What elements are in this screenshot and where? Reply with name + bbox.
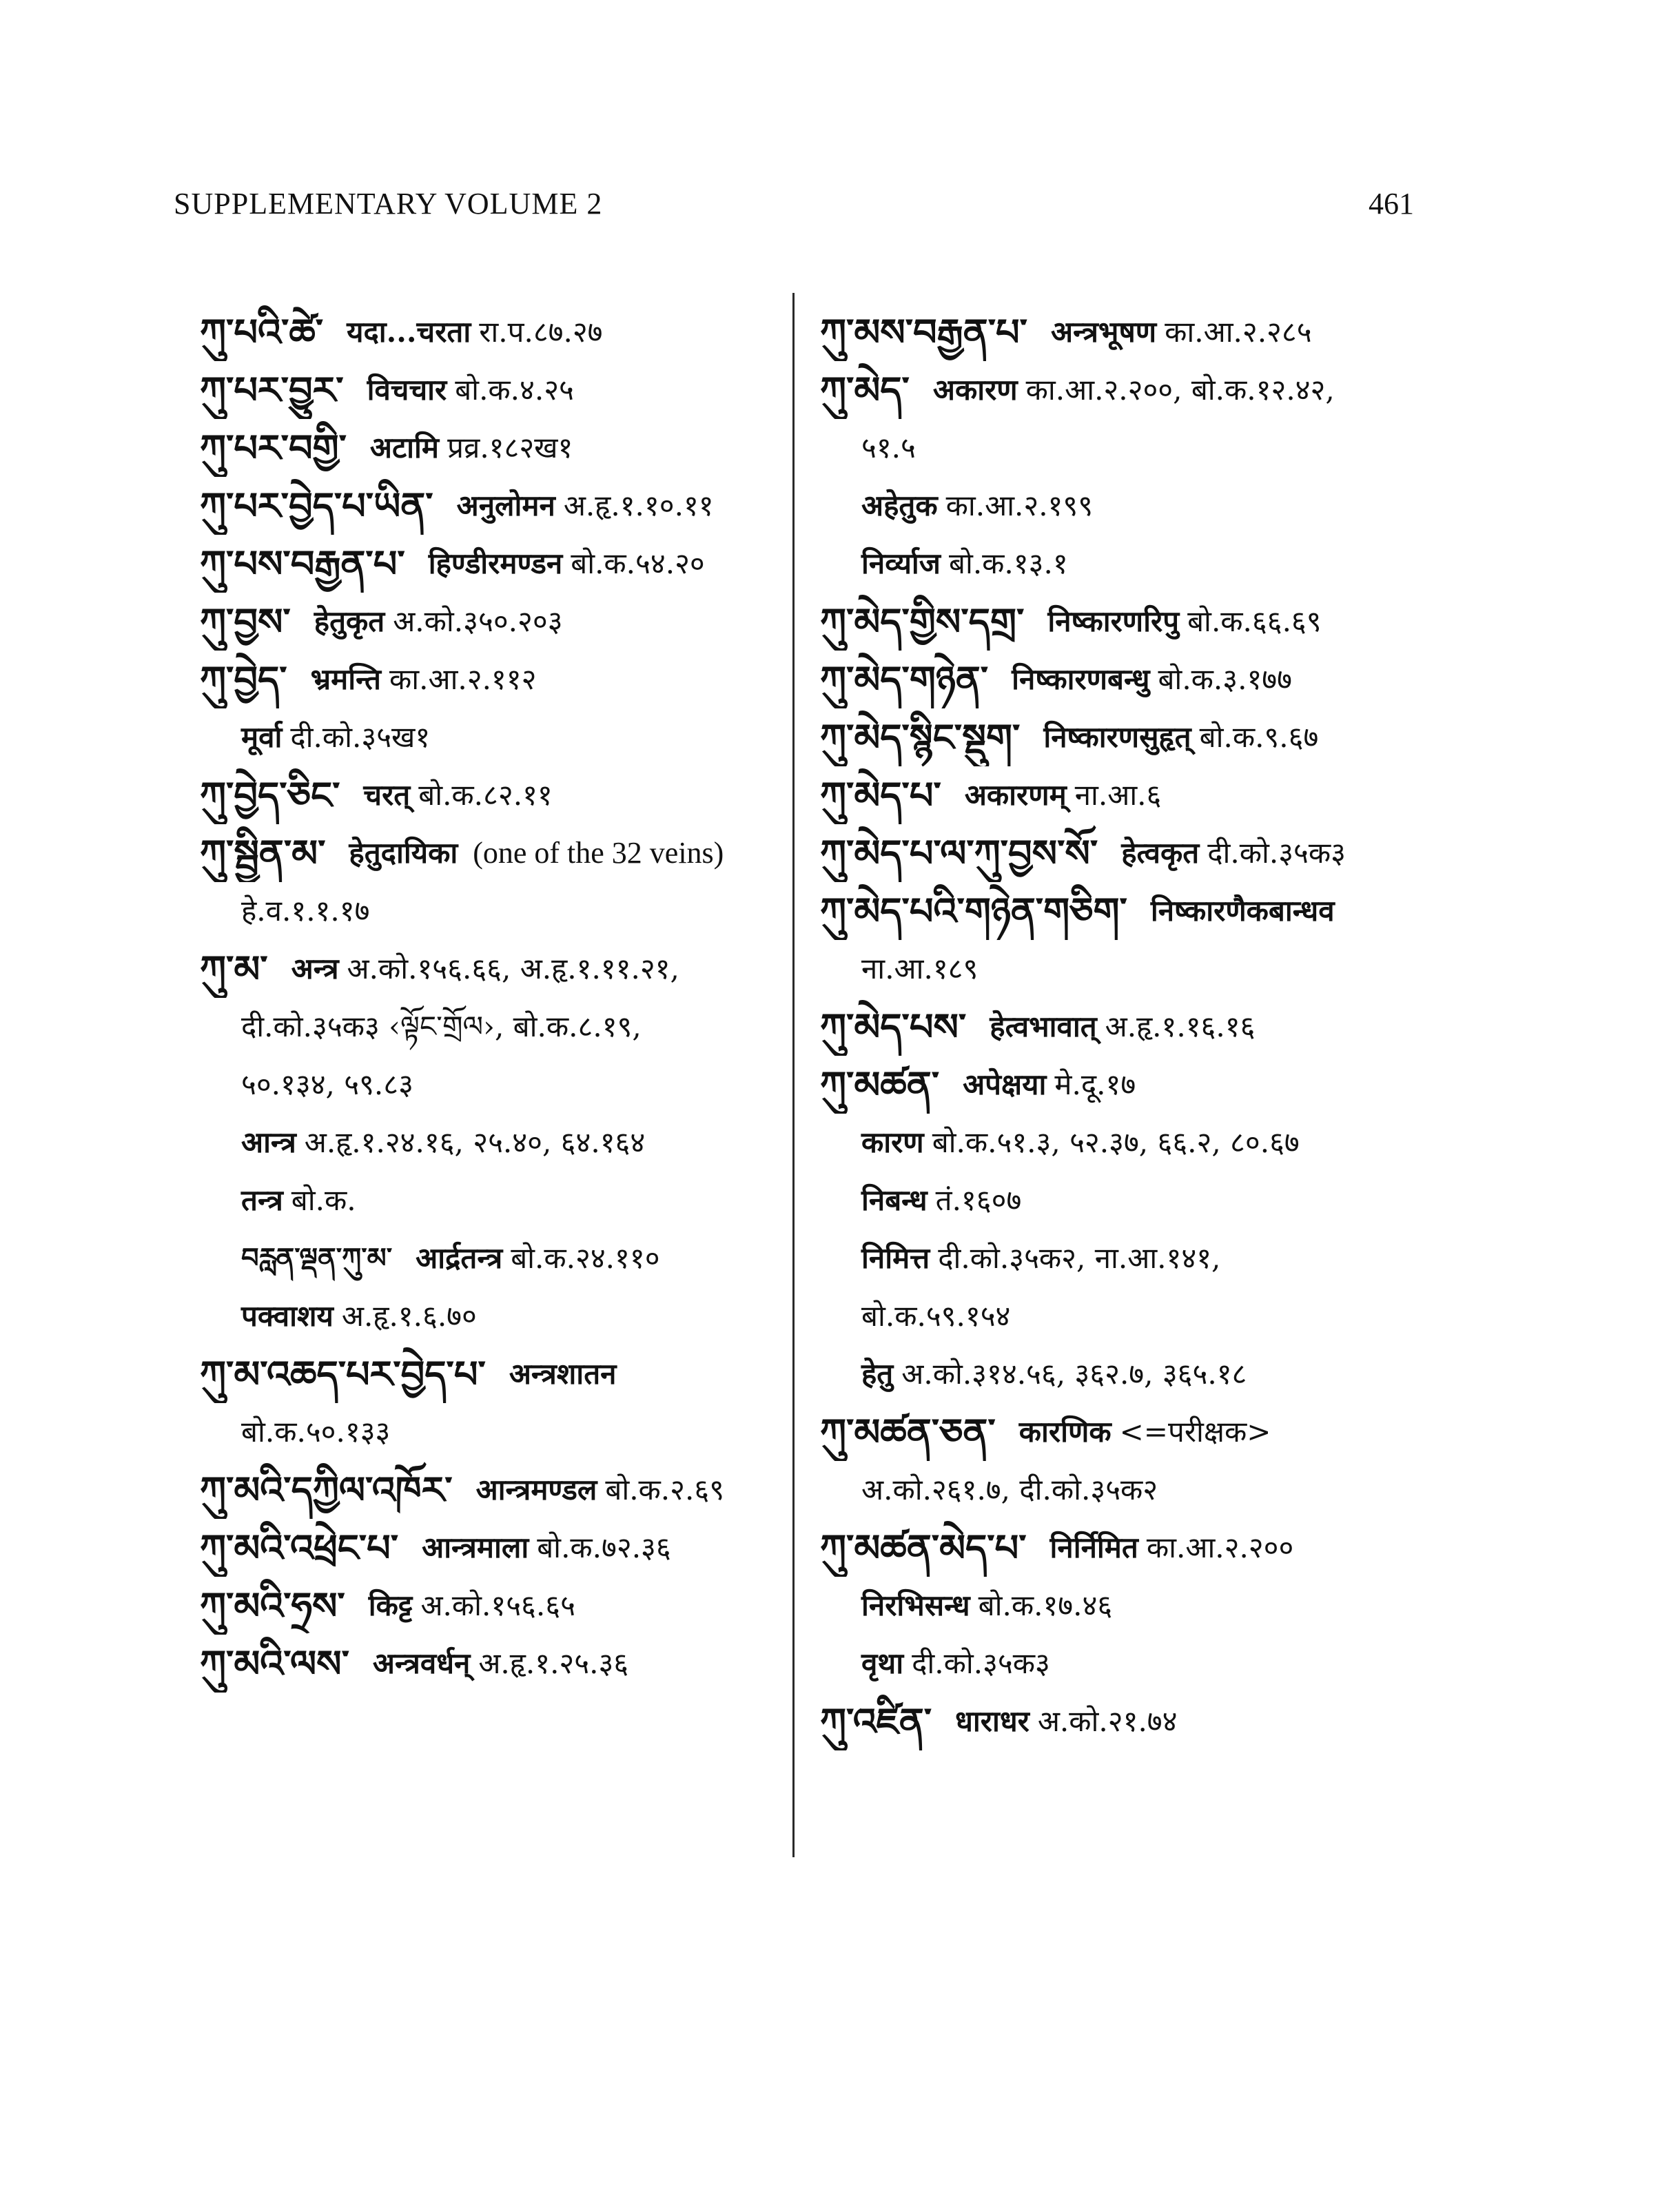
- dictionary-entry: [200, 651, 786, 708]
- source-reference: अ.को.३१४.५६, ३६२.७, ३६५.१८: [901, 1356, 1247, 1391]
- tibetan-headword: ཀུ་མེད་གཉེན་: [820, 657, 989, 702]
- source-reference: ५१.५: [861, 430, 916, 464]
- tibetan-headword: ཀུ་མའི་ལས་: [200, 1641, 349, 1686]
- sanskrit-equivalent: विचचार: [367, 372, 447, 407]
- tibetan-headword: ཀུ་མཚན་ཅན་: [820, 1409, 996, 1454]
- entry-continuation: [820, 1229, 1433, 1287]
- entry-continuation: [200, 1056, 786, 1114]
- tibetan-headword: ཀུ་མཚན་: [820, 1062, 940, 1107]
- source-reference: अ.हृ.१.१६.१६: [1105, 1009, 1256, 1043]
- entry-continuation: [820, 1635, 1433, 1693]
- sanskrit-equivalent: अहेतुक: [861, 488, 938, 522]
- sanskrit-equivalent: अन्त्रभूषण: [1051, 314, 1157, 349]
- dictionary-entry: [820, 1693, 1433, 1750]
- entry-continuation: [820, 1172, 1433, 1229]
- sanskrit-equivalent: तन्त्र: [241, 1183, 283, 1217]
- sanskrit-equivalent: आर्द्रतन्त्र: [416, 1240, 503, 1275]
- dictionary-entry: [200, 1577, 786, 1635]
- source-reference: <=परीक्षक>: [1119, 1414, 1271, 1449]
- source-reference: अ.को.१५६.६६, अ.हृ.१.११.२१,: [347, 951, 679, 985]
- tibetan-headword: ཀུ་མེད་པའི་གཉེན་གཅིག་: [820, 888, 1127, 933]
- dictionary-entry: [820, 766, 1433, 824]
- sanskrit-equivalent: अकारण: [932, 372, 1018, 407]
- sanskrit-equivalent: आन्त्र: [241, 1125, 296, 1159]
- sanskrit-equivalent: हेत्वभावात्: [990, 1009, 1097, 1043]
- tibetan-headword: ཀུ་མས་བརྒྱན་པ་: [820, 309, 1027, 354]
- dictionary-entry: [200, 1519, 786, 1577]
- source-reference: अ.हृ.१.१०.११: [563, 488, 714, 522]
- tibetan-headword: ཀུ་བྱེད་ཅིང་: [200, 773, 340, 817]
- dictionary-entry: [200, 824, 786, 882]
- sanskrit-equivalent: हेत्वकृत: [1121, 835, 1200, 870]
- sanskrit-equivalent: हेतु: [861, 1356, 894, 1391]
- tibetan-headword: ཀུ་མ་འཆད་པར་བྱེད་པ་: [200, 1351, 486, 1396]
- tibetan-headword: ཀུ་པར་བྱུར་: [200, 367, 344, 412]
- entry-continuation: [820, 477, 1433, 535]
- tibetan-headword: ཀུ་མེད་སྙིང་སྡུག་: [820, 715, 1021, 759]
- entry-continuation: [200, 1287, 786, 1345]
- sanskrit-equivalent: निष्कारणबन्धु: [1012, 662, 1150, 696]
- sanskrit-equivalent: अनुलोमन: [456, 488, 555, 522]
- dictionary-entry: [200, 940, 786, 998]
- source-reference: ना.आ.६: [1074, 777, 1162, 812]
- source-reference: मे.दू.१७: [1054, 1067, 1136, 1101]
- entry-continuation: [200, 1172, 786, 1229]
- source-reference: दी.को.३५ख१: [290, 719, 431, 754]
- dictionary-entry: [200, 766, 786, 824]
- right-column: [820, 303, 1433, 1750]
- sanskrit-equivalent: निबन्ध: [861, 1183, 928, 1217]
- tibetan-headword: ཀུ་མེད་གྱིས་དགྲ་: [820, 599, 1025, 644]
- source-reference: बो.क.६६.६९: [1187, 604, 1322, 638]
- source-reference: प्रव्र.१८२ख१: [447, 430, 573, 464]
- source-reference: का.आ.२.२००: [1146, 1530, 1294, 1564]
- dictionary-entry: [200, 593, 786, 651]
- dictionary-entry: [820, 824, 1433, 882]
- sanskrit-equivalent: धाराधर: [955, 1704, 1029, 1738]
- dictionary-entry: [200, 1635, 786, 1693]
- sanskrit-equivalent: आन्त्रमण्डल: [475, 1472, 597, 1506]
- tibetan-headword: ཀུ་པར་བགྱི་: [200, 425, 347, 470]
- entry-continuation: [200, 1403, 786, 1461]
- source-reference: ५०.१३४, ५९.८३: [241, 1067, 413, 1101]
- dictionary-entry: [820, 651, 1433, 708]
- dictionary-entry: [200, 303, 786, 361]
- source-reference: अ.को.१५६.६५: [420, 1588, 575, 1622]
- sanskrit-equivalent: वृथा: [861, 1646, 904, 1680]
- sanskrit-equivalent: अटामि: [369, 430, 440, 464]
- sanskrit-equivalent: किट्ट: [368, 1588, 413, 1622]
- source-reference: दी.को.३५क२, ना.आ.१४१,: [938, 1240, 1221, 1275]
- sanskrit-equivalent: हिण्डीरमण्डन: [428, 546, 563, 580]
- dictionary-entry: [200, 535, 786, 593]
- sanskrit-equivalent: अन्त्र: [291, 951, 339, 985]
- tibetan-headword: ཀུ་མེད་: [820, 367, 910, 412]
- entry-continuation: [820, 535, 1433, 593]
- tibetan-headword: ཀུ་མེད་པས་: [820, 1004, 967, 1049]
- source-reference: का.आ.२.२००, बो.क.१२.४२,: [1025, 372, 1335, 407]
- sanskrit-equivalent: मूर्वा: [241, 719, 283, 754]
- tibetan-headword: ཀུ་སྦྱིན་མ་: [200, 830, 326, 875]
- entry-continuation: [200, 1229, 786, 1287]
- sanskrit-equivalent: अन्त्रशातन: [509, 1356, 617, 1391]
- sanskrit-equivalent: कारण: [861, 1125, 924, 1159]
- dictionary-entry: [820, 361, 1433, 419]
- source-reference: रा.प.८७.२७: [479, 314, 603, 349]
- sanskrit-equivalent: भ्रमन्ति: [310, 662, 381, 696]
- source-reference: का.आ.२.२८५: [1165, 314, 1312, 349]
- source-reference: अ.हृ.१.२४.१६, २५.४०, ६४.१६४: [304, 1125, 646, 1159]
- source-reference: अ.को.२६१.७, दी.को.३५क२: [861, 1472, 1158, 1506]
- page-number: 461: [1369, 187, 1414, 221]
- sanskrit-equivalent: हेतुकृत: [314, 604, 385, 638]
- dictionary-entry: [820, 882, 1433, 940]
- entry-continuation: [820, 1114, 1433, 1172]
- tibetan-headword: ཀུ་མ་: [200, 946, 268, 991]
- source-reference: दी.को.३५क३: [912, 1646, 1050, 1680]
- source-reference: अ.को.३५०.२०३: [393, 604, 563, 638]
- running-header: SUPPLEMENTARY VOLUME 2: [174, 187, 603, 221]
- dictionary-entry: [820, 303, 1433, 361]
- entry-continuation: [820, 940, 1433, 998]
- source-reference: बो.क.५४.२०: [571, 546, 705, 580]
- dictionary-entry: [820, 1519, 1433, 1577]
- sanskrit-equivalent: अकारणम्: [964, 777, 1067, 812]
- source-reference: बो.क.३.१७७: [1158, 662, 1292, 696]
- tibetan-headword: ཀུ་མའི་དཀྱིལ་འཁོར་: [200, 1467, 453, 1512]
- tibetan-headword: ཀུ་མེད་པ་ལ་ཀུ་བྱས་སོ་: [820, 830, 1098, 875]
- tibetan-headword: ཀུ་པའི་ཚེ་: [200, 309, 324, 354]
- tibetan-headword: ཀུ་མཚན་མེད་པ་: [820, 1525, 1027, 1570]
- source-reference: बो.क.: [291, 1183, 356, 1217]
- sanskrit-equivalent: निरभिसन्ध: [861, 1588, 970, 1622]
- entry-continuation: [820, 419, 1433, 477]
- entry-continuation: [200, 1114, 786, 1172]
- source-reference: बो.क.८२.११: [418, 777, 553, 812]
- dictionary-entry: [820, 1403, 1433, 1461]
- sanskrit-equivalent: अपेक्षया: [963, 1067, 1047, 1101]
- dictionary-entry: [200, 1345, 786, 1403]
- sanskrit-equivalent: अन्त्रवर्धन्: [372, 1646, 471, 1680]
- source-reference: अ.हृ.१.२५.३६: [478, 1646, 629, 1680]
- dictionary-entry: [200, 477, 786, 535]
- sanskrit-equivalent: हेतुदायिका: [349, 835, 458, 870]
- dictionary-entry: [820, 708, 1433, 766]
- source-reference: का.आ.२.११२: [389, 662, 537, 696]
- source-reference: तं.१६०७: [935, 1183, 1022, 1217]
- source-reference: बो.क.१७.४६: [978, 1588, 1113, 1622]
- sanskrit-equivalent: निमित्त: [861, 1240, 930, 1275]
- source-reference: हे.व.१.१.१७: [241, 893, 370, 928]
- tibetan-headword: ཀུ་མའི་ཧྲས་: [200, 1583, 345, 1628]
- tibetan-headword: ཀུ་འཛིན་: [820, 1699, 932, 1744]
- dictionary-entry: [820, 998, 1433, 1056]
- dictionary-entry: [820, 1056, 1433, 1114]
- sanskrit-equivalent: चरत्: [363, 777, 411, 812]
- tibetan-headword: ཀུ་པར་བྱེད་པ་ཡིན་: [200, 483, 433, 528]
- sanskrit-equivalent: आन्त्रमाला: [422, 1530, 529, 1564]
- sanskrit-equivalent: निर्निमित: [1049, 1530, 1138, 1564]
- dictionary-entry: [200, 1461, 786, 1519]
- left-column: [200, 303, 786, 1693]
- tibetan-headword: ཀུ་པས་བརྒྱན་པ་: [200, 541, 405, 586]
- source-reference: ना.आ.१८९: [861, 951, 979, 985]
- column-divider: [792, 293, 795, 1857]
- entry-continuation: [820, 1461, 1433, 1519]
- entry-continuation: [200, 708, 786, 766]
- source-reference: बो.क.५१.३, ५२.३७, ६६.२, ८०.६७: [932, 1125, 1300, 1159]
- dictionary-entry: [820, 593, 1433, 651]
- sanskrit-equivalent: निर्व्याज: [861, 546, 941, 580]
- tibetan-subentry: བརླན་ལྡན་ཀུ་མ་: [241, 1242, 393, 1274]
- source-reference: दी.को.३५क३: [1207, 835, 1346, 870]
- sanskrit-equivalent: निष्कारणसुहृत्: [1043, 719, 1191, 754]
- sanskrit-equivalent: पक्वाशय: [241, 1298, 334, 1333]
- dictionary-entry: [200, 361, 786, 419]
- tibetan-headword: ཀུ་བྱེད་: [200, 657, 287, 702]
- entry-continuation: [820, 1345, 1433, 1403]
- source-reference: बो.क.२४.११०: [511, 1240, 660, 1275]
- entry-continuation: [200, 998, 786, 1056]
- source-reference: बो.क.५९.१५४: [861, 1298, 1011, 1333]
- source-reference: अ.हृ.१.६.७०: [341, 1298, 477, 1333]
- entry-continuation: [200, 882, 786, 940]
- tibetan-headword: ཀུ་མེད་པ་: [820, 773, 941, 817]
- source-reference: बो.क.४.२५: [455, 372, 574, 407]
- source-reference: अ.को.२१.७४: [1037, 1704, 1178, 1738]
- source-reference: दी.को.३५क३ ‹ལྟོང་གྲོལ›, बो.क.८.१९,: [241, 1009, 642, 1043]
- sanskrit-equivalent: निष्कारणरिपु: [1047, 604, 1180, 638]
- entry-continuation: [820, 1287, 1433, 1345]
- dictionary-entry: [200, 419, 786, 477]
- source-reference: का.आ.२.१९९: [945, 488, 1094, 522]
- tibetan-headword: ཀུ་མའི་འཕྲེང་པ་: [200, 1525, 399, 1570]
- sanskrit-equivalent: निष्कारणैकबान्धव: [1150, 893, 1335, 928]
- sanskrit-equivalent: कारणिक: [1018, 1414, 1112, 1449]
- sanskrit-equivalent: यदा...चरता: [347, 314, 471, 349]
- source-reference: बो.क.७२.३६: [537, 1530, 671, 1564]
- source-reference: बो.क.१३.१: [948, 546, 1068, 580]
- source-reference: बो.क.२.६९: [605, 1472, 725, 1506]
- english-gloss: (one of the 32 veins): [473, 835, 724, 870]
- source-reference: बो.क.५०.१३३: [241, 1414, 391, 1449]
- source-reference: बो.क.९.६७: [1199, 719, 1319, 754]
- entry-continuation: [820, 1577, 1433, 1635]
- tibetan-headword: ཀུ་བྱས་: [200, 599, 291, 644]
